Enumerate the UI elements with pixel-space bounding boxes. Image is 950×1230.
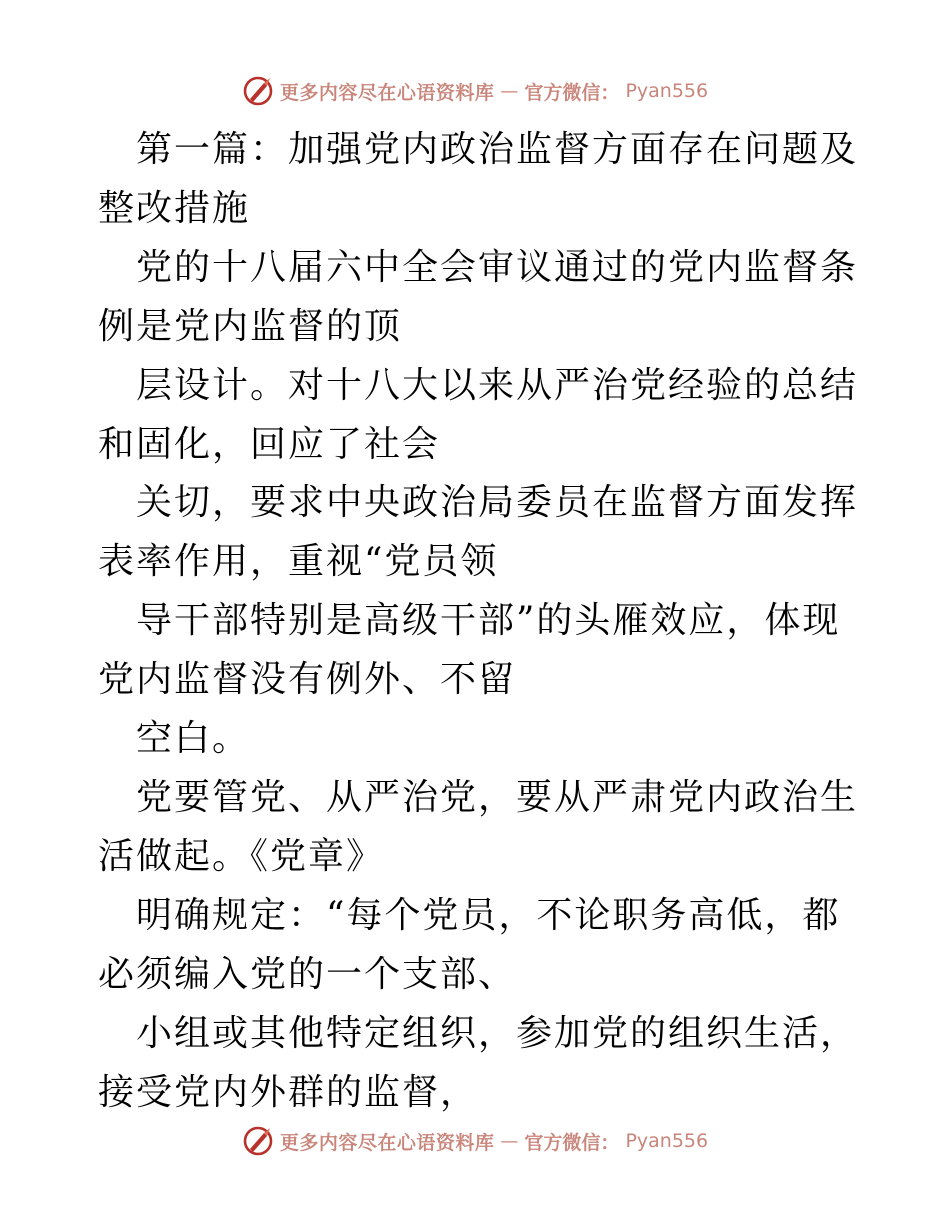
header-watermark — [0, 74, 950, 108]
footer-separator: — — [500, 1130, 519, 1152]
header-site-text: 更多内容尽在心语资料库 — [279, 81, 495, 104]
footer-contact-label: 官方微信： — [524, 1131, 620, 1154]
paragraph-line: 党要管党、从严治党，要从严肃党内政治生活做起。《党章》 — [98, 776, 859, 877]
paragraph-line: 关切，要求中央政治局委员在监督方面发挥表率作用，重视“党员领 — [98, 482, 859, 583]
document-title: 第一篇：加强党内政治监督方面存在问题及整改措施 — [98, 129, 859, 229]
paragraph-line: 党的十八届六中全会审议通过的党内监督条例是党内监督的顶 — [98, 246, 859, 347]
header-contact-value: Pyan556 — [625, 80, 709, 102]
quill-logo-icon — [242, 1125, 274, 1157]
header-separator: — — [500, 80, 519, 102]
header-contact-label: 官方微信： — [524, 81, 620, 104]
paragraph-line: 导干部特别是高级干部”的头雁效应，体现党内监督没有例外、不留 — [98, 600, 841, 701]
footer-watermark — [0, 1124, 950, 1158]
footer-site-text: 更多内容尽在心语资料库 — [279, 1131, 495, 1154]
footer-watermark-content — [242, 1125, 708, 1157]
paragraph-line: 空白。 — [136, 718, 251, 760]
document-body — [98, 121, 858, 1122]
paragraph-line: 层设计。对十八大以来从严治党经验的总结和固化，回应了社会 — [98, 364, 859, 465]
footer-contact-value: Pyan556 — [625, 1130, 709, 1152]
paragraph-line: 小组或其他特定组织，参加党的组织生活，接受党内外群的监督， — [98, 1012, 859, 1113]
paragraph-line: 明确规定：“每个党员，不论职务高低，都必须编入党的一个支部、 — [98, 894, 841, 995]
header-watermark-content — [242, 75, 708, 107]
quill-logo-icon — [242, 75, 274, 107]
